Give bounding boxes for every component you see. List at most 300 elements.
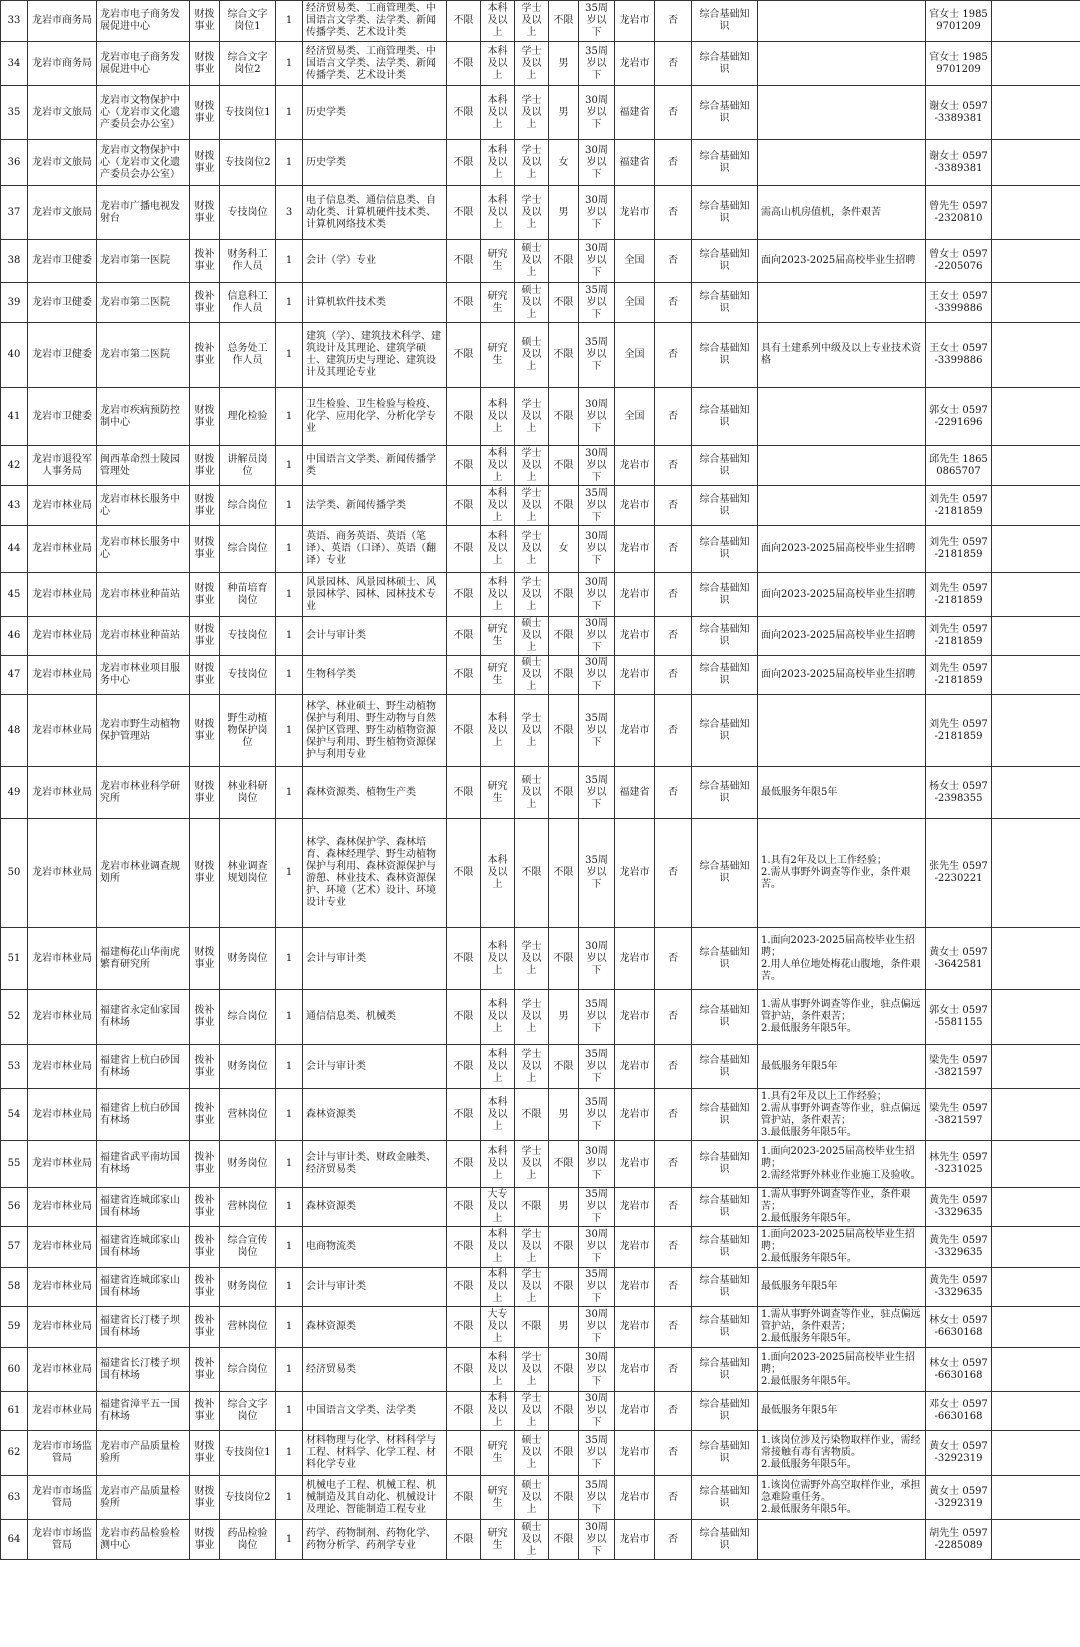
blank-cell	[992, 1, 1080, 42]
exam-subject-cell: 综合基础知识	[692, 1045, 758, 1089]
department-cell: 龙岩市林业局	[28, 990, 97, 1045]
department-cell: 龙岩市退役军人事务局	[28, 446, 97, 486]
age-cell: 30周岁以下	[579, 1392, 615, 1431]
degree-cell: 学士及以上	[515, 186, 549, 240]
region-cell: 龙岩市	[615, 1476, 655, 1520]
education-cell: 研究生	[481, 323, 515, 388]
exam-cell: 否	[655, 42, 692, 86]
department-cell: 龙岩市林业局	[28, 573, 97, 617]
gender-cell: 不限	[549, 617, 579, 656]
contact-cell: 谢女士 0597-3389381	[926, 86, 992, 140]
region-cell: 福建省	[615, 86, 655, 140]
identity-cell: 不限	[447, 388, 481, 446]
region-cell: 龙岩市	[615, 1089, 655, 1141]
education-cell: 本科及以上	[481, 446, 515, 486]
remarks-cell: 1.具有2年及以上工作经验； 2.需从事野外调查等作业，驻点偏远管护站，条件艰苦； 3.最低服务年限5年。	[758, 1089, 926, 1141]
position-cell: 专技岗位	[220, 656, 276, 695]
table-row	[1, 388, 1080, 446]
identity-cell: 不限	[447, 526, 481, 573]
unit-cell: 龙岩市产品质量检验所	[97, 1431, 190, 1476]
education-cell: 研究生	[481, 240, 515, 283]
department-cell: 龙岩市文旅局	[28, 86, 97, 140]
funding-type-cell: 财拨事业	[190, 526, 220, 573]
exam-cell: 否	[655, 486, 692, 526]
unit-cell: 龙岩市药品检验检测中心	[97, 1520, 190, 1560]
age-cell: 30周岁以下	[579, 656, 615, 695]
blank-cell	[992, 695, 1080, 767]
contact-cell: 黄先生 0597-3329635	[926, 1188, 992, 1227]
contact-cell: 刘先生 0597-2181859	[926, 526, 992, 573]
degree-cell: 学士及以上	[515, 928, 549, 990]
degree-cell: 学士及以上	[515, 86, 549, 140]
exam-subject-cell: 综合基础知识	[692, 186, 758, 240]
identity-cell: 不限	[447, 1141, 481, 1188]
department-cell: 龙岩市林业局	[28, 526, 97, 573]
exam-subject-cell: 综合基础知识	[692, 283, 758, 323]
funding-type-cell: 拨补事业	[190, 1089, 220, 1141]
degree-cell: 硕士及以上	[515, 1520, 549, 1560]
education-cell: 大专及以上	[481, 1307, 515, 1348]
funding-type-cell: 财拨事业	[190, 140, 220, 186]
funding-type-cell: 财拨事业	[190, 928, 220, 990]
age-cell: 30周岁以下	[579, 1227, 615, 1268]
position-cell: 综合岗位	[220, 1348, 276, 1392]
age-cell: 30周岁以下	[579, 1520, 615, 1560]
unit-cell: 福建省连城邱家山国有林场	[97, 1188, 190, 1227]
unit-cell: 龙岩市文物保护中心（龙岩市文化遗产委员会办公室）	[97, 140, 190, 186]
major-cell: 会计与审计类	[303, 1045, 447, 1089]
remarks-cell	[758, 695, 926, 767]
education-cell: 本科及以上	[481, 1141, 515, 1188]
contact-cell: 刘先生 0597-2181859	[926, 617, 992, 656]
remarks-cell: 1.该岗位涉及污染物取样作业，需经常接触有毒有害物质。 2.最低服务年限5年。	[758, 1431, 926, 1476]
table-row	[1, 1348, 1080, 1392]
exam-cell: 否	[655, 1476, 692, 1520]
exam-cell: 否	[655, 695, 692, 767]
unit-cell: 福建省漳平五一国有林场	[97, 1392, 190, 1431]
department-cell: 龙岩市林业局	[28, 1392, 97, 1431]
major-cell: 英语、商务英语、英语（笔译）、英语（口译）、英语（翻译）专业	[303, 526, 447, 573]
table-row	[1, 240, 1080, 283]
identity-cell: 不限	[447, 1431, 481, 1476]
gender-cell: 不限	[549, 819, 579, 928]
funding-type-cell: 财拨事业	[190, 819, 220, 928]
education-cell: 研究生	[481, 283, 515, 323]
exam-cell: 否	[655, 323, 692, 388]
remarks-cell: 1.面向2023-2025届高校毕业生招聘； 2.需经常野外林业作业施工及验收。	[758, 1141, 926, 1188]
remarks-cell: 1.面向2023-2025届高校毕业生招聘； 2.最低服务年限5年。	[758, 1227, 926, 1268]
degree-cell: 硕士及以上	[515, 323, 549, 388]
headcount-cell: 1	[276, 656, 303, 695]
identity-cell: 不限	[447, 656, 481, 695]
department-cell: 龙岩市市场监管局	[28, 1476, 97, 1520]
exam-cell: 否	[655, 1392, 692, 1431]
age-cell: 30周岁以下	[579, 573, 615, 617]
degree-cell: 学士及以上	[515, 526, 549, 573]
contact-cell: 黄先生 0597-3329635	[926, 1227, 992, 1268]
major-cell: 电商物流类	[303, 1227, 447, 1268]
major-cell: 林学、林业硕士、野生动植物保护与利用、野生动物与自然保护区管理、野生动植物资源保护与利用、野生植物资源保护与利用专业	[303, 695, 447, 767]
funding-type-cell: 拨补事业	[190, 990, 220, 1045]
exam-cell: 否	[655, 388, 692, 446]
region-cell: 龙岩市	[615, 1188, 655, 1227]
headcount-cell: 1	[276, 1307, 303, 1348]
exam-subject-cell: 综合基础知识	[692, 86, 758, 140]
region-cell: 龙岩市	[615, 928, 655, 990]
headcount-cell: 1	[276, 1520, 303, 1560]
exam-cell: 否	[655, 1141, 692, 1188]
table-row	[1, 1227, 1080, 1268]
exam-cell: 否	[655, 819, 692, 928]
age-cell: 35周岁以下	[579, 283, 615, 323]
row-number: 47	[1, 656, 28, 695]
table-row	[1, 86, 1080, 140]
unit-cell: 龙岩市第一医院	[97, 240, 190, 283]
unit-cell: 福建梅花山华南虎繁育研究所	[97, 928, 190, 990]
department-cell: 龙岩市林业局	[28, 695, 97, 767]
unit-cell: 福建省长汀楼子坝国有林场	[97, 1307, 190, 1348]
contact-cell: 刘先生 0597-2181859	[926, 656, 992, 695]
exam-subject-cell: 综合基础知识	[692, 1476, 758, 1520]
contact-cell: 邓女士 0597-6630168	[926, 1392, 992, 1431]
headcount-cell: 1	[276, 42, 303, 86]
exam-cell: 否	[655, 1188, 692, 1227]
exam-subject-cell: 综合基础知识	[692, 240, 758, 283]
remarks-cell	[758, 446, 926, 486]
identity-cell: 不限	[447, 928, 481, 990]
degree-cell: 学士及以上	[515, 1227, 549, 1268]
identity-cell: 不限	[447, 42, 481, 86]
age-cell: 35周岁以下	[579, 1045, 615, 1089]
degree-cell: 学士及以上	[515, 388, 549, 446]
contact-cell: 胡先生 0597-2285089	[926, 1520, 992, 1560]
age-cell: 30周岁以下	[579, 388, 615, 446]
degree-cell: 硕士及以上	[515, 617, 549, 656]
department-cell: 龙岩市卫健委	[28, 388, 97, 446]
region-cell: 龙岩市	[615, 1, 655, 42]
headcount-cell: 1	[276, 388, 303, 446]
region-cell: 龙岩市	[615, 1227, 655, 1268]
region-cell: 全国	[615, 283, 655, 323]
position-cell: 财务岗位	[220, 1141, 276, 1188]
contact-cell: 刘先生 0597-2181859	[926, 695, 992, 767]
region-cell: 龙岩市	[615, 695, 655, 767]
degree-cell: 硕士及以上	[515, 1476, 549, 1520]
unit-cell: 龙岩市林业项目服务中心	[97, 656, 190, 695]
contact-cell: 黄女士 0597-3292319	[926, 1431, 992, 1476]
headcount-cell: 1	[276, 1268, 303, 1307]
major-cell: 经济贸易类、工商管理类、中国语言文学类、法学类、新闻传播学类、艺术设计类	[303, 1, 447, 42]
funding-type-cell: 拨补事业	[190, 1141, 220, 1188]
blank-cell	[992, 1268, 1080, 1307]
department-cell: 龙岩市林业局	[28, 1268, 97, 1307]
exam-subject-cell: 综合基础知识	[692, 526, 758, 573]
funding-type-cell: 财拨事业	[190, 1431, 220, 1476]
degree-cell: 学士及以上	[515, 42, 549, 86]
headcount-cell: 1	[276, 819, 303, 928]
position-cell: 专技岗位1	[220, 86, 276, 140]
age-cell: 30周岁以下	[579, 86, 615, 140]
table-row	[1, 656, 1080, 695]
funding-type-cell: 财拨事业	[190, 573, 220, 617]
contact-cell: 黄女士 0597-3292319	[926, 1476, 992, 1520]
blank-cell	[992, 240, 1080, 283]
major-cell: 经济贸易类	[303, 1348, 447, 1392]
degree-cell: 硕士及以上	[515, 656, 549, 695]
table-body	[1, 1, 1080, 1560]
row-number: 44	[1, 526, 28, 573]
remarks-cell: 最低服务年限5年	[758, 1045, 926, 1089]
unit-cell: 福建省连城邱家山国有林场	[97, 1227, 190, 1268]
exam-cell: 否	[655, 990, 692, 1045]
region-cell: 龙岩市	[615, 1520, 655, 1560]
blank-cell	[992, 1431, 1080, 1476]
identity-cell: 不限	[447, 1227, 481, 1268]
exam-subject-cell: 综合基础知识	[692, 1188, 758, 1227]
gender-cell: 不限	[549, 1, 579, 42]
headcount-cell: 1	[276, 323, 303, 388]
table-row	[1, 573, 1080, 617]
exam-subject-cell: 综合基础知识	[692, 1431, 758, 1476]
table-row	[1, 990, 1080, 1045]
major-cell: 风景园林、风景园林硕士、风景园林学、园林、园林技术专业	[303, 573, 447, 617]
unit-cell: 福建省永定仙家国有林场	[97, 990, 190, 1045]
department-cell: 龙岩市卫健委	[28, 240, 97, 283]
major-cell: 林学、森林保护学、森林培育、森林经理学、野生动植物保护与利用、森林资源保护与游憩、林业技术、森林资源保护、环境（艺术）设计、环境设计专业	[303, 819, 447, 928]
headcount-cell: 1	[276, 1431, 303, 1476]
remarks-cell: 1.需从事野外调查等作业，驻点偏远管护站，条件艰苦； 2.最低服务年限5年。	[758, 1307, 926, 1348]
remarks-cell: 需高山机房值机，条件艰苦	[758, 186, 926, 240]
gender-cell: 不限	[549, 656, 579, 695]
blank-cell	[992, 656, 1080, 695]
headcount-cell: 3	[276, 186, 303, 240]
blank-cell	[992, 1045, 1080, 1089]
education-cell: 本科及以上	[481, 42, 515, 86]
row-number: 39	[1, 283, 28, 323]
education-cell: 研究生	[481, 767, 515, 819]
major-cell: 药学、药物制剂、药物化学、药物分析学、药剂学专业	[303, 1520, 447, 1560]
unit-cell: 龙岩市疾病预防控制中心	[97, 388, 190, 446]
department-cell: 龙岩市卫健委	[28, 283, 97, 323]
table-row	[1, 1268, 1080, 1307]
identity-cell: 不限	[447, 446, 481, 486]
identity-cell: 不限	[447, 1268, 481, 1307]
funding-type-cell: 财拨事业	[190, 1, 220, 42]
age-cell: 35周岁以下	[579, 1089, 615, 1141]
headcount-cell: 1	[276, 617, 303, 656]
department-cell: 龙岩市林业局	[28, 767, 97, 819]
unit-cell: 福建省上杭白砂国有林场	[97, 1089, 190, 1141]
contact-cell: 黄先生 0597-3329635	[926, 1268, 992, 1307]
gender-cell: 不限	[549, 240, 579, 283]
identity-cell: 不限	[447, 1089, 481, 1141]
exam-subject-cell: 综合基础知识	[692, 42, 758, 86]
funding-type-cell: 财拨事业	[190, 86, 220, 140]
gender-cell: 不限	[549, 573, 579, 617]
row-number: 54	[1, 1089, 28, 1141]
position-cell: 药品检验岗位	[220, 1520, 276, 1560]
identity-cell: 不限	[447, 1307, 481, 1348]
position-cell: 综合文字岗位1	[220, 1, 276, 42]
funding-type-cell: 拨补事业	[190, 283, 220, 323]
department-cell: 龙岩市林业局	[28, 617, 97, 656]
contact-cell: 曾女士 0597-2205076	[926, 240, 992, 283]
age-cell: 35周岁以下	[579, 695, 615, 767]
exam-subject-cell: 综合基础知识	[692, 928, 758, 990]
education-cell: 本科及以上	[481, 1089, 515, 1141]
age-cell: 35周岁以下	[579, 819, 615, 928]
blank-cell	[992, 86, 1080, 140]
major-cell: 生物科学类	[303, 656, 447, 695]
position-cell: 综合文字岗位	[220, 1392, 276, 1431]
remarks-cell: 1.该岗位需野外高空取样作业，承担急难险重任务。 2.最低服务年限5年。	[758, 1476, 926, 1520]
contact-cell: 曾先生 0597-2320810	[926, 186, 992, 240]
identity-cell: 不限	[447, 486, 481, 526]
region-cell: 龙岩市	[615, 1307, 655, 1348]
education-cell: 本科及以上	[481, 1392, 515, 1431]
funding-type-cell: 拨补事业	[190, 1348, 220, 1392]
gender-cell: 不限	[549, 1348, 579, 1392]
headcount-cell: 1	[276, 990, 303, 1045]
age-cell: 35周岁以下	[579, 1188, 615, 1227]
contact-cell: 张先生 0597-2230221	[926, 819, 992, 928]
table-row	[1, 1392, 1080, 1431]
unit-cell: 龙岩市林业调查规划所	[97, 819, 190, 928]
exam-cell: 否	[655, 446, 692, 486]
blank-cell	[992, 990, 1080, 1045]
exam-cell: 否	[655, 1307, 692, 1348]
blank-cell	[992, 617, 1080, 656]
row-number: 40	[1, 323, 28, 388]
gender-cell: 不限	[549, 1392, 579, 1431]
position-cell: 种苗培育岗位	[220, 573, 276, 617]
department-cell: 龙岩市商务局	[28, 42, 97, 86]
unit-cell: 龙岩市林长服务中心	[97, 526, 190, 573]
remarks-cell: 具有土建系列中级及以上专业技术资格	[758, 323, 926, 388]
contact-cell: 刘先生 0597-2181859	[926, 486, 992, 526]
department-cell: 龙岩市林业局	[28, 1227, 97, 1268]
remarks-cell	[758, 86, 926, 140]
region-cell: 龙岩市	[615, 486, 655, 526]
row-number: 46	[1, 617, 28, 656]
row-number: 59	[1, 1307, 28, 1348]
position-cell: 综合文字岗位2	[220, 42, 276, 86]
age-cell: 30周岁以下	[579, 186, 615, 240]
contact-cell: 黄女士 0597-3642581	[926, 928, 992, 990]
table-row	[1, 928, 1080, 990]
exam-subject-cell: 综合基础知识	[692, 140, 758, 186]
exam-subject-cell: 综合基础知识	[692, 1348, 758, 1392]
degree-cell: 学士及以上	[515, 1141, 549, 1188]
row-number: 58	[1, 1268, 28, 1307]
remarks-cell	[758, 42, 926, 86]
education-cell: 本科及以上	[481, 1, 515, 42]
position-cell: 综合岗位	[220, 990, 276, 1045]
blank-cell	[992, 1188, 1080, 1227]
age-cell: 30周岁以下	[579, 140, 615, 186]
row-number: 57	[1, 1227, 28, 1268]
identity-cell: 不限	[447, 186, 481, 240]
funding-type-cell: 财拨事业	[190, 186, 220, 240]
blank-cell	[992, 1141, 1080, 1188]
funding-type-cell: 财拨事业	[190, 695, 220, 767]
age-cell: 35周岁以下	[579, 323, 615, 388]
exam-subject-cell: 综合基础知识	[692, 1392, 758, 1431]
region-cell: 龙岩市	[615, 1141, 655, 1188]
contact-cell: 邱先生 18650865707	[926, 446, 992, 486]
education-cell: 本科及以上	[481, 695, 515, 767]
major-cell: 森林资源类	[303, 1089, 447, 1141]
exam-cell: 否	[655, 1348, 692, 1392]
headcount-cell: 1	[276, 283, 303, 323]
identity-cell: 不限	[447, 990, 481, 1045]
headcount-cell: 1	[276, 1141, 303, 1188]
age-cell: 30周岁以下	[579, 617, 615, 656]
education-cell: 本科及以上	[481, 1045, 515, 1089]
headcount-cell: 1	[276, 1348, 303, 1392]
identity-cell: 不限	[447, 767, 481, 819]
identity-cell: 不限	[447, 323, 481, 388]
identity-cell: 不限	[447, 695, 481, 767]
headcount-cell: 1	[276, 1227, 303, 1268]
funding-type-cell: 财拨事业	[190, 388, 220, 446]
education-cell: 研究生	[481, 1476, 515, 1520]
unit-cell: 龙岩市林业种苗站	[97, 573, 190, 617]
exam-subject-cell: 综合基础知识	[692, 446, 758, 486]
identity-cell: 不限	[447, 1476, 481, 1520]
blank-cell	[992, 1476, 1080, 1520]
major-cell: 会计与审计类	[303, 617, 447, 656]
row-number: 62	[1, 1431, 28, 1476]
table-row	[1, 1188, 1080, 1227]
contact-cell: 杨女士 0597-2398355	[926, 767, 992, 819]
identity-cell: 不限	[447, 240, 481, 283]
region-cell: 龙岩市	[615, 990, 655, 1045]
degree-cell: 学士及以上	[515, 1348, 549, 1392]
degree-cell: 学士及以上	[515, 1045, 549, 1089]
major-cell: 森林资源类	[303, 1307, 447, 1348]
age-cell: 30周岁以下	[579, 240, 615, 283]
contact-cell: 梁先生 0597-3821597	[926, 1089, 992, 1141]
remarks-cell: 面向2023-2025届高校毕业生招聘	[758, 656, 926, 695]
remarks-cell: 最低服务年限5年	[758, 1392, 926, 1431]
region-cell: 龙岩市	[615, 617, 655, 656]
row-number: 42	[1, 446, 28, 486]
unit-cell: 龙岩市文物保护中心（龙岩市文化遗产委员会办公室）	[97, 86, 190, 140]
department-cell: 龙岩市林业局	[28, 1141, 97, 1188]
degree-cell: 硕士及以上	[515, 240, 549, 283]
headcount-cell: 1	[276, 573, 303, 617]
row-number: 34	[1, 42, 28, 86]
position-cell: 综合岗位	[220, 526, 276, 573]
education-cell: 大专及以上	[481, 1188, 515, 1227]
position-cell: 综合宣传岗位	[220, 1227, 276, 1268]
funding-type-cell: 拨补事业	[190, 240, 220, 283]
unit-cell: 龙岩市电子商务发展促进中心	[97, 42, 190, 86]
position-cell: 理化检验	[220, 388, 276, 446]
unit-cell: 龙岩市第二医院	[97, 323, 190, 388]
position-cell: 财务岗位	[220, 1045, 276, 1089]
row-number: 41	[1, 388, 28, 446]
region-cell: 龙岩市	[615, 1348, 655, 1392]
blank-cell	[992, 928, 1080, 990]
headcount-cell: 1	[276, 446, 303, 486]
exam-cell: 否	[655, 573, 692, 617]
remarks-cell: 最低服务年限5年	[758, 767, 926, 819]
identity-cell: 不限	[447, 1348, 481, 1392]
remarks-cell: 1.面向2023-2025届高校毕业生招聘； 2.用人单位地处梅花山腹地，条件艰苦。	[758, 928, 926, 990]
major-cell: 电子信息类、通信信息类、自动化类、计算机硬件技术类、计算机网络技术类	[303, 186, 447, 240]
